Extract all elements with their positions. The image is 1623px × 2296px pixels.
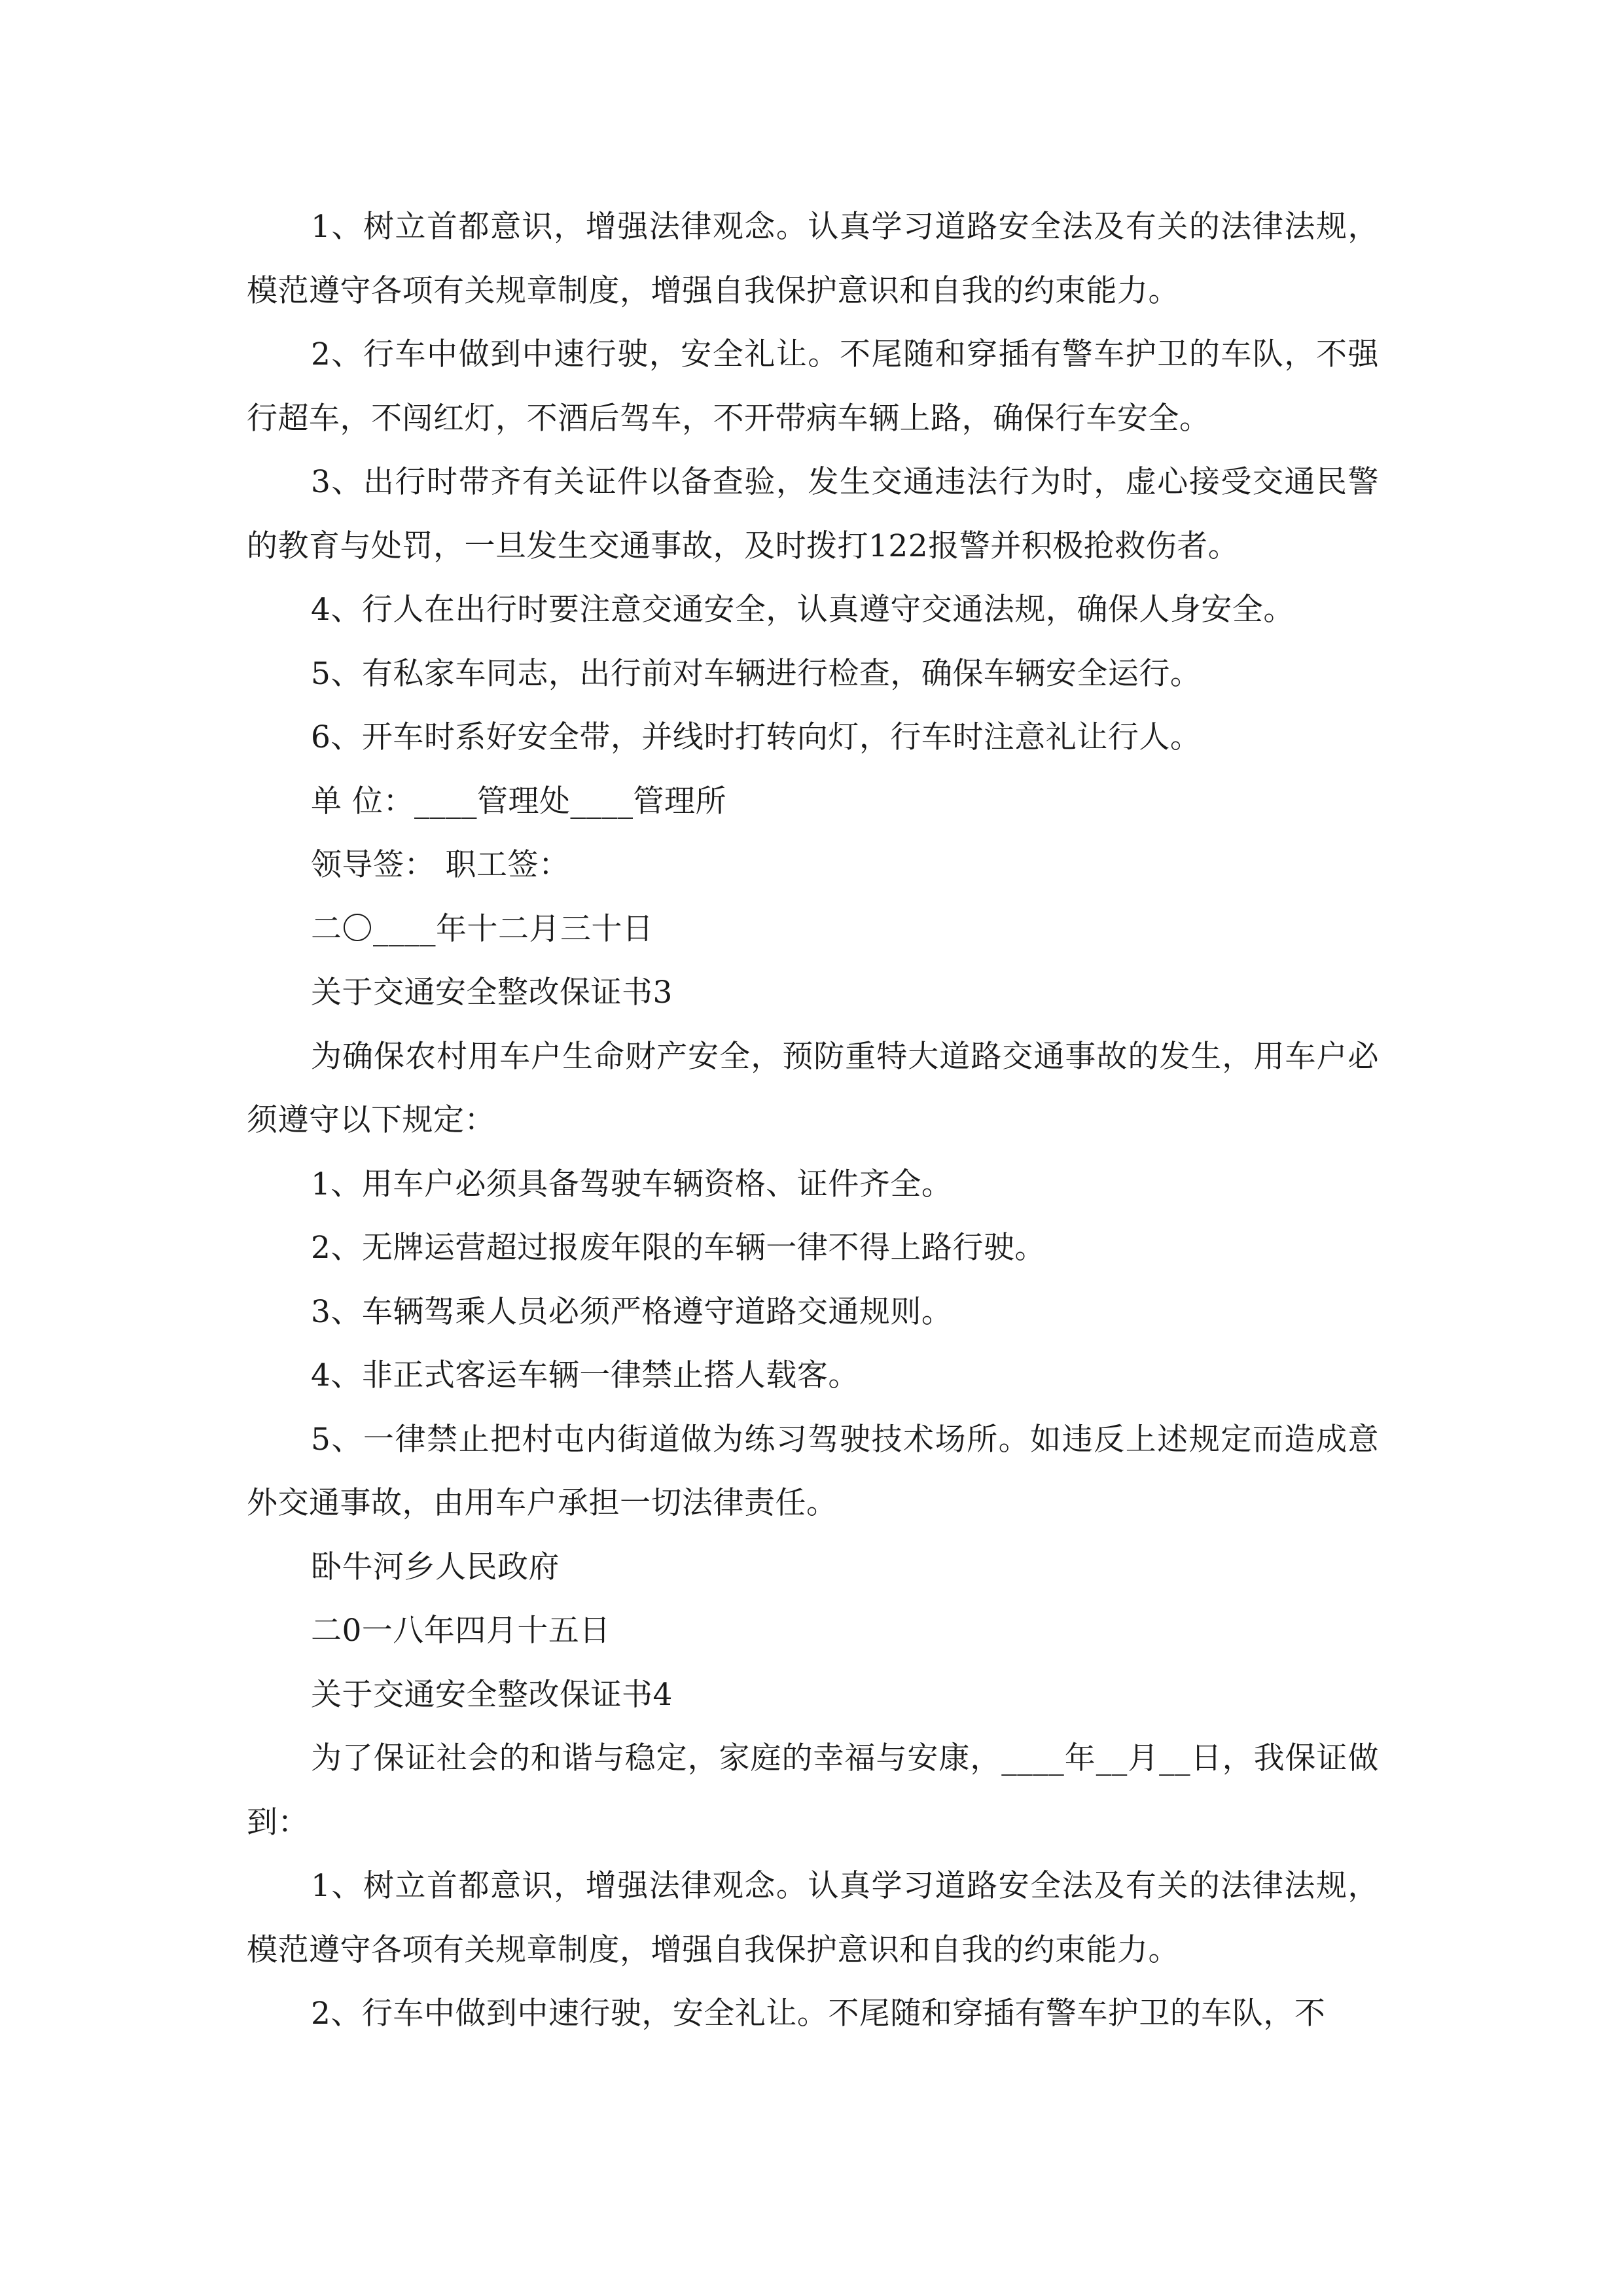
paragraph-item-4: 4、行人在出行时要注意交通安全，认真遵守交通法规，确保人身安全。 xyxy=(311,592,1294,628)
paragraph-item-2: 2、行车中做到中速行驶，安全礼让。不尾随和穿插有警车护卫的车队，不强行超车，不闯红灯，不酒后驾车，不开带病车辆上路，确保行车安全。 xyxy=(247,336,1379,437)
paragraph-item-3: 3、出行时带齐有关证件以备查验，发生交通违法行为时，虚心接受交通民警的教育与处罚，一旦发生交通事故，及时拨打122报警并积极抢救伤者。 xyxy=(247,464,1379,564)
rule-item-1: 1、用车户必须具备驾驶车辆资格、证件齐全。 xyxy=(311,1166,953,1202)
paragraph-item-1: 1、树立首都意识，增强法律观念。认真学习道路安全法及有关的法律法规，模范遵守各项有关规章制度，增强自我保护意识和自我的约束能力。 xyxy=(247,209,1379,309)
paragraph-item-6: 6、开车时系好安全带，并线时打转向灯，行车时注意礼让行人。 xyxy=(311,719,1202,755)
unit-line: 单 位：____管理处____管理所 xyxy=(311,783,726,819)
rule-item-3: 3、车辆驾乘人员必须严格遵守道路交通规则。 xyxy=(311,1293,953,1330)
issue-date: 二0一八年四月十五日 xyxy=(311,1613,611,1649)
signature-line: 领导签： 职工签： xyxy=(311,847,570,883)
commitment-item-1: 1、树立首都意识，增强法律观念。认真学习道路安全法及有关的法律法规，模范遵守各项有关规章制度，增强自我保护意识和自我的约束能力。 xyxy=(247,1868,1379,1968)
section-title-4: 关于交通安全整改保证书4 xyxy=(311,1676,673,1713)
document-body xyxy=(247,195,1379,2046)
rule-item-2: 2、无牌运营超过报废年限的车辆一律不得上路行驶。 xyxy=(311,1230,1046,1266)
date-line: 二〇____年十二月三十日 xyxy=(311,910,654,947)
rule-item-5: 5、一律禁止把村屯内街道做为练习驾驶技术场所。如违反上述规定而造成意外交通事故，由用车户承担一切法律责任。 xyxy=(247,1421,1379,1521)
intro-paragraph-4: 为了保证社会的和谐与稳定，家庭的幸福与安康，____年__月__日，我保证做到： xyxy=(247,1740,1379,1840)
paragraph-item-5: 5、有私家车同志，出行前对车辆进行检查，确保车辆安全运行。 xyxy=(311,655,1202,692)
section-title-3: 关于交通安全整改保证书3 xyxy=(311,975,673,1011)
intro-paragraph-3: 为确保农村用车户生命财产安全，预防重特大道路交通事故的发生，用车户必须遵守以下规定： xyxy=(247,1038,1379,1138)
rule-item-4: 4、非正式客运车辆一律禁止搭人载客。 xyxy=(311,1357,859,1393)
issuer-name: 卧牛河乡人民政府 xyxy=(311,1549,560,1585)
commitment-item-2: 2、行车中做到中速行驶，安全礼让。不尾随和穿插有警车护卫的车队，不 xyxy=(311,1996,1326,2032)
